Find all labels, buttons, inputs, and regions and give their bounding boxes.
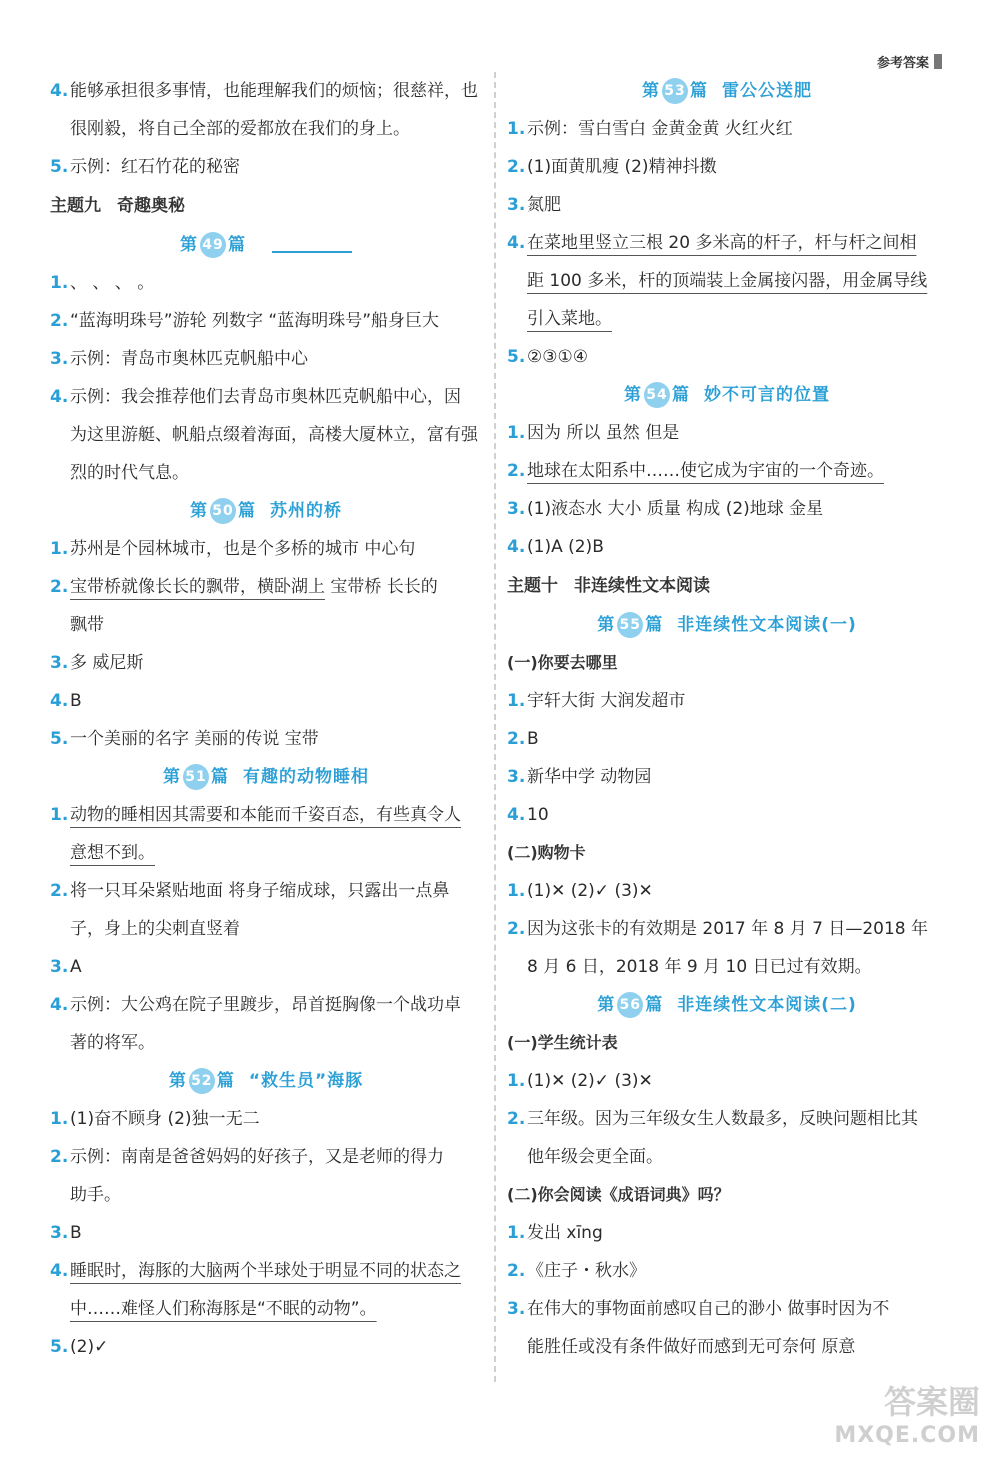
item-number: 3.: [507, 1299, 526, 1319]
item-text: [70, 986, 482, 1024]
item-text: [70, 416, 482, 454]
section-title: 苏州的桥: [270, 501, 342, 521]
plain-text: (1)A (2)B: [527, 537, 604, 557]
theme-label: 主题十: [507, 576, 558, 596]
section-prefix: 第: [642, 81, 660, 101]
plain-text: B: [527, 729, 539, 749]
answer-item: [50, 1328, 482, 1366]
underlined-text: 动物的睡相因其需要和本能而千姿百态，有些真令人: [70, 805, 461, 825]
plain-text: 苏州是个园林城市，也是个多桥的城市 中心句: [70, 539, 416, 559]
item-number: 4.: [50, 995, 69, 1015]
theme-heading: [507, 566, 947, 606]
answer-continuation: [507, 1138, 947, 1176]
answer-key-header: [877, 52, 942, 71]
section-prefix: 第: [624, 385, 642, 405]
answer-item: [50, 302, 482, 340]
answer-item: [507, 758, 947, 796]
theme-label: 主题九: [50, 196, 101, 216]
answer-item: [50, 1252, 482, 1290]
item-number: 5.: [507, 347, 526, 367]
plain-text: 宇轩大街 大润发超市: [527, 691, 686, 711]
item-text: [527, 338, 947, 376]
item-text: [527, 1100, 947, 1138]
item-text: [527, 262, 947, 300]
plain-text: 示例：南南是爸爸妈妈的好孩子，又是老师的得力: [70, 1147, 444, 1167]
underlined-text: 在菜地里竖立三根 20 多米高的杆子，杆与杆之间相: [527, 233, 917, 253]
plain-text: (1)✕ (2)✓ (3)✕: [527, 1071, 653, 1091]
plain-text: (2)✓: [70, 1337, 109, 1357]
item-number: [50, 1176, 70, 1214]
item-number: 2.: [507, 919, 526, 939]
answer-continuation: [507, 300, 947, 338]
section-number-badge: 50: [210, 498, 236, 524]
item-number: [507, 262, 527, 300]
item-text: [527, 110, 947, 148]
answer-item: [50, 568, 482, 606]
section-prefix: 第: [168, 1071, 187, 1091]
answer-continuation: [507, 948, 947, 986]
section-heading: [507, 72, 947, 110]
plain-text: 烈的时代气息。: [70, 463, 189, 483]
watermark-line2: MXQE.COM: [834, 1423, 980, 1448]
item-number: [50, 110, 70, 148]
theme-name: 非连续性文本阅读: [574, 576, 710, 596]
item-text: [527, 910, 947, 948]
item-number: 4.: [507, 805, 526, 825]
item-text: [527, 1252, 947, 1290]
answer-item: [507, 452, 947, 490]
item-number: 4.: [50, 691, 69, 711]
item-number: 1.: [507, 423, 526, 443]
item-number: 1.: [507, 1071, 526, 1091]
item-number: 1.: [50, 539, 69, 559]
section-number-badge: 49: [200, 232, 226, 258]
item-number: 1.: [507, 1223, 526, 1243]
watermark-logo: [834, 1385, 980, 1453]
item-number: [50, 910, 70, 948]
item-number: 3.: [50, 653, 69, 673]
answer-item: [507, 490, 947, 528]
item-text: [527, 490, 947, 528]
item-text: [70, 682, 482, 720]
item-text: [70, 72, 482, 110]
section-prefix: 第: [163, 767, 181, 787]
item-number: [50, 606, 70, 644]
theme-name: 奇趣奥秘: [117, 196, 185, 216]
item-number: 2.: [50, 1147, 69, 1167]
plain-text: 示例：雪白雪白 金黄金黄 火红火红: [527, 119, 793, 139]
plain-text: 示例：红石竹花的秘密: [70, 157, 240, 177]
item-number: 1.: [507, 881, 526, 901]
plain-text: 子，身上的尖刺直竖着: [70, 919, 240, 939]
item-number: 4.: [507, 537, 526, 557]
item-number: 4.: [50, 1261, 69, 1281]
item-text: [70, 720, 482, 758]
answer-item: [507, 872, 947, 910]
item-text: [527, 224, 947, 262]
answer-continuation: [50, 1290, 482, 1328]
item-text: [70, 1290, 482, 1328]
item-number: 5.: [50, 1337, 69, 1357]
section-number-badge: 53: [662, 78, 688, 104]
section-heading: [507, 606, 947, 644]
plain-text: (1)✕ (2)✓ (3)✕: [527, 881, 653, 901]
right-column: [507, 72, 947, 1366]
underlined-text: 宝带桥就像长长的飘带，横卧湖上: [70, 577, 325, 597]
item-number: 5.: [50, 157, 69, 177]
plain-text: 著的将军。: [70, 1033, 155, 1053]
item-text: [70, 606, 482, 644]
item-text: [527, 1062, 947, 1100]
item-text: [70, 872, 482, 910]
item-text: [70, 1328, 482, 1366]
item-number: [507, 948, 527, 986]
left-column: [50, 72, 482, 1366]
answer-item: [507, 720, 947, 758]
plain-text: A: [70, 957, 82, 977]
item-text: [527, 1328, 947, 1366]
underlined-text: 睡眠时，海豚的大脑两个半球处于明显不同的状态之: [70, 1261, 461, 1281]
item-text: [527, 1138, 947, 1176]
answer-continuation: [507, 1328, 947, 1366]
plain-text: 助手。: [70, 1185, 121, 1205]
plain-text: B: [70, 1223, 82, 1243]
item-text: [527, 720, 947, 758]
plain-text: 《庄子・秋水》: [527, 1261, 646, 1281]
underlined-text: 引入菜地。: [527, 309, 612, 329]
item-number: [507, 1138, 527, 1176]
item-text: [70, 340, 482, 378]
item-text: [70, 1214, 482, 1252]
plain-text: 为这里游艇、帆船点缀着海面，高楼大厦林立，富有强: [70, 425, 478, 445]
item-text: [70, 796, 482, 834]
plain-text: 宝带桥 长长的: [325, 577, 438, 597]
item-number: 3.: [50, 1223, 69, 1243]
item-text: [70, 302, 482, 340]
answer-continuation: [50, 1176, 482, 1214]
item-text: [527, 528, 947, 566]
answer-continuation: [50, 416, 482, 454]
item-text: [70, 1252, 482, 1290]
underlined-text: 中……难怪人们称海豚是“不眠的动物”。: [70, 1299, 377, 1319]
answer-item: [50, 796, 482, 834]
plain-text: 8 月 6 日，2018 年 9 月 10 日已过有效期。: [527, 957, 872, 977]
section-suffix: 篇: [228, 235, 246, 255]
item-text: [527, 452, 947, 490]
answer-continuation: [507, 262, 947, 300]
item-text: [70, 834, 482, 872]
answer-item: [507, 1214, 947, 1252]
item-text: [70, 148, 482, 186]
answer-continuation: [50, 454, 482, 492]
item-text: [527, 186, 947, 224]
answer-item: [507, 1100, 947, 1138]
item-number: 2.: [507, 729, 526, 749]
answer-item: [50, 644, 482, 682]
plain-text: (1)奋不顾身 (2)独一无二: [70, 1109, 260, 1129]
section-suffix: 篇: [211, 767, 229, 787]
answer-item: [507, 186, 947, 224]
answer-continuation: [50, 1024, 482, 1062]
item-text: [70, 568, 482, 606]
section-suffix: 篇: [238, 501, 256, 521]
plain-text: (1)面黄肌瘦 (2)精神抖擞: [527, 157, 717, 177]
item-text: [70, 910, 482, 948]
answer-continuation: [50, 606, 482, 644]
item-number: 1.: [507, 691, 526, 711]
item-number: 4.: [507, 233, 526, 253]
answer-item: [507, 414, 947, 452]
item-number: 2.: [507, 461, 526, 481]
answer-item: [50, 530, 482, 568]
answer-continuation: [50, 834, 482, 872]
theme-heading: [50, 186, 482, 226]
section-title: 非连续性文本阅读(一): [677, 615, 857, 635]
plain-text: 10: [527, 805, 549, 825]
item-text: [527, 758, 947, 796]
item-text: [70, 1024, 482, 1062]
plain-text: 多 威尼斯: [70, 653, 144, 673]
plain-text: 一个美丽的名字 美丽的传说 宝带: [70, 729, 319, 749]
item-number: 3.: [507, 767, 526, 787]
answer-item: [507, 338, 947, 376]
item-text: [70, 1176, 482, 1214]
item-text: [70, 110, 482, 148]
plain-text: 、 、 、 。: [70, 273, 155, 293]
plain-text: 在伟大的事物面前感叹自己的渺小 做事时因为不: [527, 1299, 890, 1319]
sub-heading: (一)学生统计表: [507, 1033, 618, 1052]
plain-text: (1)液态水 大小 质量 构成 (2)地球 金星: [527, 499, 824, 519]
item-number: [507, 1328, 527, 1366]
item-number: 4.: [50, 81, 69, 101]
section-number-badge: 51: [183, 764, 209, 790]
section-heading: [507, 376, 947, 414]
plain-text: 他年级会更全面。: [527, 1147, 663, 1167]
item-number: 1.: [507, 119, 526, 139]
item-number: 2.: [507, 1261, 526, 1281]
answer-item: [507, 148, 947, 186]
section-prefix: 第: [597, 995, 616, 1015]
answer-item: [50, 1214, 482, 1252]
answer-item: [507, 528, 947, 566]
answer-item: [50, 948, 482, 986]
item-text: [70, 378, 482, 416]
section-title: 雷公公送肥: [722, 81, 812, 101]
plain-text: ②③①④: [527, 347, 588, 367]
item-text: [527, 300, 947, 338]
section-heading: [507, 986, 947, 1024]
answer-item: [50, 872, 482, 910]
item-text: [70, 1100, 482, 1138]
item-number: 1.: [50, 273, 69, 293]
item-number: 4.: [50, 387, 69, 407]
section-title: 妙不可言的位置: [704, 385, 830, 405]
answer-item: [50, 720, 482, 758]
item-text: [527, 414, 947, 452]
answer-item: [50, 1138, 482, 1176]
underlined-text: 地球在太阳系中……使它成为宇宙的一个奇迹。: [527, 461, 884, 481]
answer-item: [50, 264, 482, 302]
answer-item: [50, 682, 482, 720]
item-number: 2.: [50, 311, 69, 331]
section-number-badge: 54: [644, 382, 670, 408]
answer-item: [507, 796, 947, 834]
section-suffix: 篇: [645, 995, 664, 1015]
section-title: “救生员”海豚: [248, 1071, 364, 1091]
underlined-text: 意想不到。: [70, 843, 155, 863]
underlined-text: 距 100 多米，杆的顶端装上金属接闪器，用金属导线: [527, 271, 928, 291]
plain-text: 因为这张卡的有效期是 2017 年 8 月 7 日—2018 年: [527, 919, 928, 939]
plain-text: 新华中学 动物园: [527, 767, 652, 787]
item-text: [70, 1138, 482, 1176]
item-number: 2.: [507, 1109, 526, 1129]
plain-text: 示例：青岛市奥林匹克帆船中心: [70, 349, 308, 369]
sub-heading: (一)你要去哪里: [507, 653, 618, 672]
item-text: [527, 1290, 947, 1328]
section-heading: [50, 492, 482, 530]
plain-text: 发出 xīng: [527, 1223, 603, 1243]
answer-continuation: [50, 110, 482, 148]
answer-item: [507, 1062, 947, 1100]
title-blank-line: [272, 237, 352, 253]
item-number: 2.: [50, 881, 69, 901]
plain-text: 氮肥: [527, 195, 561, 215]
section-title: 有趣的动物睡相: [243, 767, 369, 787]
section-prefix: 第: [190, 501, 208, 521]
item-text: [70, 530, 482, 568]
plain-text: 示例：我会推荐他们去青岛市奥林匹克帆船中心，因: [70, 387, 461, 407]
item-text: [70, 454, 482, 492]
item-number: 3.: [50, 349, 69, 369]
answer-item: [50, 148, 482, 186]
column-divider: [494, 72, 496, 1382]
item-number: [50, 1024, 70, 1062]
answer-continuation: [50, 910, 482, 948]
plain-text: “蓝海明珠号”游轮 列数字 “蓝海明珠号”船身巨大: [70, 311, 440, 331]
section-prefix: 第: [597, 615, 616, 635]
plain-text: 三年级。因为三年级女生人数最多，反映问题相比其: [527, 1109, 918, 1129]
section-heading: [50, 1062, 482, 1100]
section-number-badge: 52: [189, 1068, 215, 1094]
item-number: 1.: [50, 805, 69, 825]
item-number: [50, 1290, 70, 1328]
item-text: [527, 872, 947, 910]
item-number: 1.: [50, 1109, 69, 1129]
plain-text: B: [70, 691, 82, 711]
answer-item: [507, 1290, 947, 1328]
item-text: [70, 644, 482, 682]
item-text: [527, 796, 947, 834]
item-number: [50, 416, 70, 454]
item-number: 3.: [507, 195, 526, 215]
sub-heading: (二)购物卡: [507, 843, 586, 862]
header-bar-icon: [934, 54, 942, 69]
section-number-badge: 55: [617, 612, 643, 638]
plain-text: 示例：大公鸡在院子里踱步，昂首挺胸像一个战功卓: [70, 995, 461, 1015]
item-number: 2.: [50, 577, 69, 597]
plain-text: 将一只耳朵紧贴地面 将身子缩成球，只露出一点鼻: [70, 881, 450, 901]
answer-item: [50, 378, 482, 416]
plain-text: 很刚毅，将自己全部的爱都放在我们的身上。: [70, 119, 410, 139]
item-number: 3.: [50, 957, 69, 977]
answer-item: [507, 110, 947, 148]
plain-text: 能胜任或没有条件做好而感到无可奈何 原意: [527, 1337, 856, 1357]
item-number: 5.: [50, 729, 69, 749]
answer-item: [50, 1100, 482, 1138]
section-suffix: 篇: [645, 615, 664, 635]
item-number: [50, 834, 70, 872]
item-text: [527, 1214, 947, 1252]
item-number: 3.: [507, 499, 526, 519]
section-title: 非连续性文本阅读(二): [677, 995, 857, 1015]
header-label-text: 参考答案: [876, 56, 929, 71]
section-suffix: 篇: [216, 1071, 235, 1091]
item-text: [70, 948, 482, 986]
plain-text: 能够承担很多事情，也能理解我们的烦恼；很慈祥，也: [70, 81, 478, 101]
item-number: [507, 300, 527, 338]
section-heading: [50, 226, 482, 264]
item-text: [70, 264, 482, 302]
answer-item: [50, 340, 482, 378]
section-number-badge: 56: [617, 992, 643, 1018]
item-number: 2.: [507, 157, 526, 177]
item-text: [527, 948, 947, 986]
item-text: [527, 148, 947, 186]
answer-item: [507, 224, 947, 262]
answer-item: [507, 682, 947, 720]
item-number: [50, 454, 70, 492]
answer-item: [507, 1252, 947, 1290]
section-heading: [50, 758, 482, 796]
item-text: [527, 682, 947, 720]
answer-item: [507, 910, 947, 948]
plain-text: 飘带: [70, 615, 104, 635]
answer-item: [50, 986, 482, 1024]
section-suffix: 篇: [690, 81, 708, 101]
answer-item: [50, 72, 482, 110]
section-suffix: 篇: [672, 385, 690, 405]
plain-text: 因为 所以 虽然 但是: [527, 423, 680, 443]
section-prefix: 第: [180, 235, 198, 255]
watermark-line1: 答案圈: [883, 1383, 980, 1421]
sub-heading: (二)你会阅读《成语词典》吗？: [507, 1185, 730, 1204]
